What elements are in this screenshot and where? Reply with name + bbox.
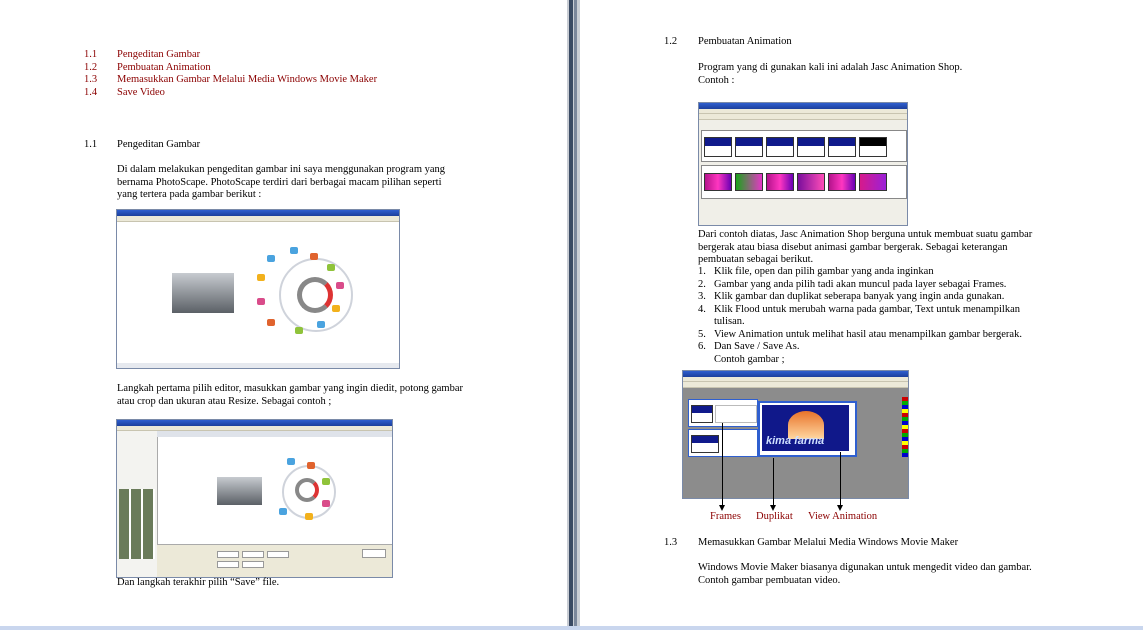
frame-pink-1[interactable] (704, 173, 732, 191)
step-3 (698, 291, 1022, 304)
step-4-cont (698, 316, 1022, 329)
toc-item-1[interactable]: Pengeditan Gambar (117, 49, 201, 60)
toc-item-4[interactable]: Save Video (117, 87, 165, 98)
editor-wheel-icon-1 (287, 458, 295, 465)
editor-wheel-icon-4 (322, 500, 330, 507)
step-6 (698, 341, 1022, 354)
frame-pink-3[interactable] (766, 173, 794, 191)
step-5-num: 5. (698, 328, 706, 340)
editor-wheel-icon-2 (307, 462, 315, 469)
section-1-1-number: 1.1 (84, 139, 98, 150)
editor-icon (310, 253, 318, 260)
frame-pink-6[interactable] (859, 173, 887, 191)
step-4 (698, 304, 1022, 317)
frame-1[interactable] (704, 137, 732, 157)
editor-photo (217, 477, 262, 505)
page-divider (567, 0, 580, 630)
step-5-text: View Animation untuk melihat hasil atau menampilkan gambar bergerak. (714, 328, 1022, 340)
window-statusbar (117, 363, 399, 368)
editor-wheel-icon-6 (279, 508, 287, 515)
para-1-3-line-1: Windows Movie Maker biasanya digunakan untuk mengedit video dan gambar. (698, 562, 1032, 573)
editor-button-2[interactable] (242, 551, 264, 558)
frame-pink-4[interactable] (797, 173, 825, 191)
para-1-3 (698, 562, 1032, 587)
file-tree-panel[interactable] (117, 431, 158, 577)
step-4-text-2: tulisan. (714, 316, 745, 327)
intro-line-2: Contoh : (698, 74, 735, 86)
para-1-line-2: bernama PhotoScape. PhotoScape terdiri dari berbagai macam pilihan seperti (117, 176, 442, 188)
gif-icon (317, 321, 325, 328)
editor-wheel-icon-5 (305, 513, 313, 520)
combine-icon (332, 305, 340, 312)
toc-item-2[interactable]: Pembuatan Animation (117, 62, 211, 73)
frames-arrow (722, 423, 723, 506)
animation-preview (762, 405, 849, 451)
step-4-num: 4. (698, 303, 706, 315)
label-duplikat: Duplikat (756, 511, 793, 522)
step-2-num: 2. (698, 278, 706, 290)
label-frames: Frames (710, 511, 741, 522)
toc-num-2: 1.2 (84, 62, 98, 73)
frames-strip-2[interactable] (701, 165, 907, 199)
splitter-icon (267, 319, 275, 326)
step-4-text: Klik Flood untuk merubah warna pada gambar, Text untuk menampilkan (714, 303, 1020, 315)
desc-para (698, 229, 1032, 267)
view-arrow (840, 452, 841, 506)
label-view-animation: View Animation (808, 511, 878, 522)
step-6-num: 6. (698, 341, 706, 352)
duplicate-thumb[interactable] (691, 435, 719, 453)
editor-button-3[interactable] (267, 551, 289, 558)
para-1-line-1: Di dalam melakukan pengeditan gambar ini saya menggunakan program yang (117, 164, 446, 175)
section-1-2-title: Pembuatan Animation (698, 36, 792, 47)
save-button[interactable] (362, 549, 386, 558)
right-page (580, 0, 1143, 626)
intro-para (698, 62, 962, 87)
frames-window[interactable] (688, 399, 758, 427)
para-2-line-2: atau crop dan ukuran atau Resize. Sebagai contoh ; (117, 395, 332, 407)
intro-line-1: Program yang di gunakan kali ini adalah Jasc Animation Shop. (698, 62, 963, 73)
print-icon (295, 327, 303, 334)
para-1 (117, 164, 445, 202)
viewer-icon (290, 247, 298, 254)
section-1-1-title: Pengeditan Gambar (117, 139, 201, 150)
toc-num-4: 1.4 (84, 87, 98, 98)
toc-item-3[interactable]: Memasukkan Gambar Melalui Media Windows Movie Maker (117, 74, 378, 85)
step-2 (698, 279, 1022, 292)
frame-4[interactable] (797, 137, 825, 157)
frame-6[interactable] (859, 137, 887, 157)
step-5 (698, 329, 1022, 342)
frame-2[interactable] (735, 137, 763, 157)
divider-dark-bar (569, 0, 573, 630)
step-1-text: Klik file, open dan pilih gambar yang anda inginkan (714, 266, 934, 277)
example-caption-text: Contoh gambar ; (714, 353, 785, 365)
toc-num-3: 1.3 (84, 74, 98, 85)
photoscape-screenshot (116, 209, 400, 369)
step-1 (698, 266, 1022, 279)
left-page (0, 0, 567, 626)
animation-brand-text: kima farma (766, 435, 825, 447)
step-1-num: 1. (698, 266, 706, 277)
editor-button-4[interactable] (217, 561, 239, 568)
section-1-2-number: 1.2 (664, 36, 678, 47)
editor-toolbar (157, 431, 392, 437)
duplikat-arrow (773, 458, 774, 506)
rename-icon (267, 255, 275, 262)
frames-strip-1[interactable] (701, 130, 907, 162)
window-toolbar (117, 216, 399, 222)
para-1-3-line-2: Contoh gambar pembuatan video. (698, 574, 841, 586)
para-1-line-3: yang tertera pada gambar berikut : (117, 189, 262, 200)
section-1-3-number: 1.3 (664, 537, 678, 548)
example-caption (698, 354, 1022, 367)
page-icon (336, 282, 344, 289)
step-2-text: Gambar yang anda pilih tadi akan muncul pada layer sebagai Frames. (714, 278, 1007, 290)
steps-list (698, 266, 1022, 366)
frames-empty-slot (715, 405, 757, 423)
editor-wheel-icon-3 (322, 478, 330, 485)
desc-line-1: Dari contoh diatas, Jasc Animation Shop berguna untuk membuat suatu gambar (698, 229, 1033, 240)
desc-line-2: bergerak atau biasa disebut animasi gambar bergerak. Sebagai keterangan (698, 241, 1008, 253)
batch-icon (327, 264, 335, 271)
para-2-line-1: Langkah pertama pilih editor, masukkan gambar yang ingin diedit, potong gambar (117, 383, 463, 394)
desc-line-3: pembuatan sebagai berikut. (698, 254, 814, 265)
frame-pink-2[interactable] (735, 173, 763, 191)
preview-photo (172, 273, 234, 313)
step-3-text: Klik gambar dan duplikat seberapa banyak yang ingin anda gunakan. (714, 291, 1005, 302)
divider-light-bar (574, 0, 577, 630)
jasc-screenshot-1 (698, 102, 908, 226)
color-picker-icon (257, 274, 265, 281)
bottom-strip (0, 626, 1143, 630)
toc-num-1: 1.1 (84, 49, 98, 60)
photoscape-logo-icon (297, 277, 333, 313)
step-6-text: Dan Save / Save As. (714, 341, 800, 352)
duplicate-window[interactable] (688, 429, 758, 457)
editor-button-1[interactable] (217, 551, 239, 558)
thumbnail-grid[interactable] (119, 489, 155, 559)
jasc-screenshot-2 (682, 370, 909, 499)
frames-thumb[interactable] (691, 405, 713, 423)
para-2 (117, 383, 463, 408)
jasc-toolbar (699, 114, 907, 120)
para-3: Dan langkah terakhir pilih “Save” file. (117, 577, 280, 588)
frame-pink-5[interactable] (828, 173, 856, 191)
step-3-num: 3. (698, 291, 706, 302)
editor-button-5[interactable] (242, 561, 264, 568)
view-animation-window[interactable] (758, 401, 857, 457)
photoscape-editor-screenshot (116, 419, 393, 578)
section-1-3-title: Memasukkan Gambar Melalui Media Windows Movie Maker (698, 537, 959, 548)
jasc2-toolbar (683, 382, 908, 388)
editor-controls-panel[interactable] (157, 544, 392, 578)
editor-logo-icon (295, 478, 319, 502)
frame-3[interactable] (766, 137, 794, 157)
frame-5[interactable] (828, 137, 856, 157)
screen-capture-icon (257, 298, 265, 305)
color-palette[interactable] (902, 397, 908, 457)
